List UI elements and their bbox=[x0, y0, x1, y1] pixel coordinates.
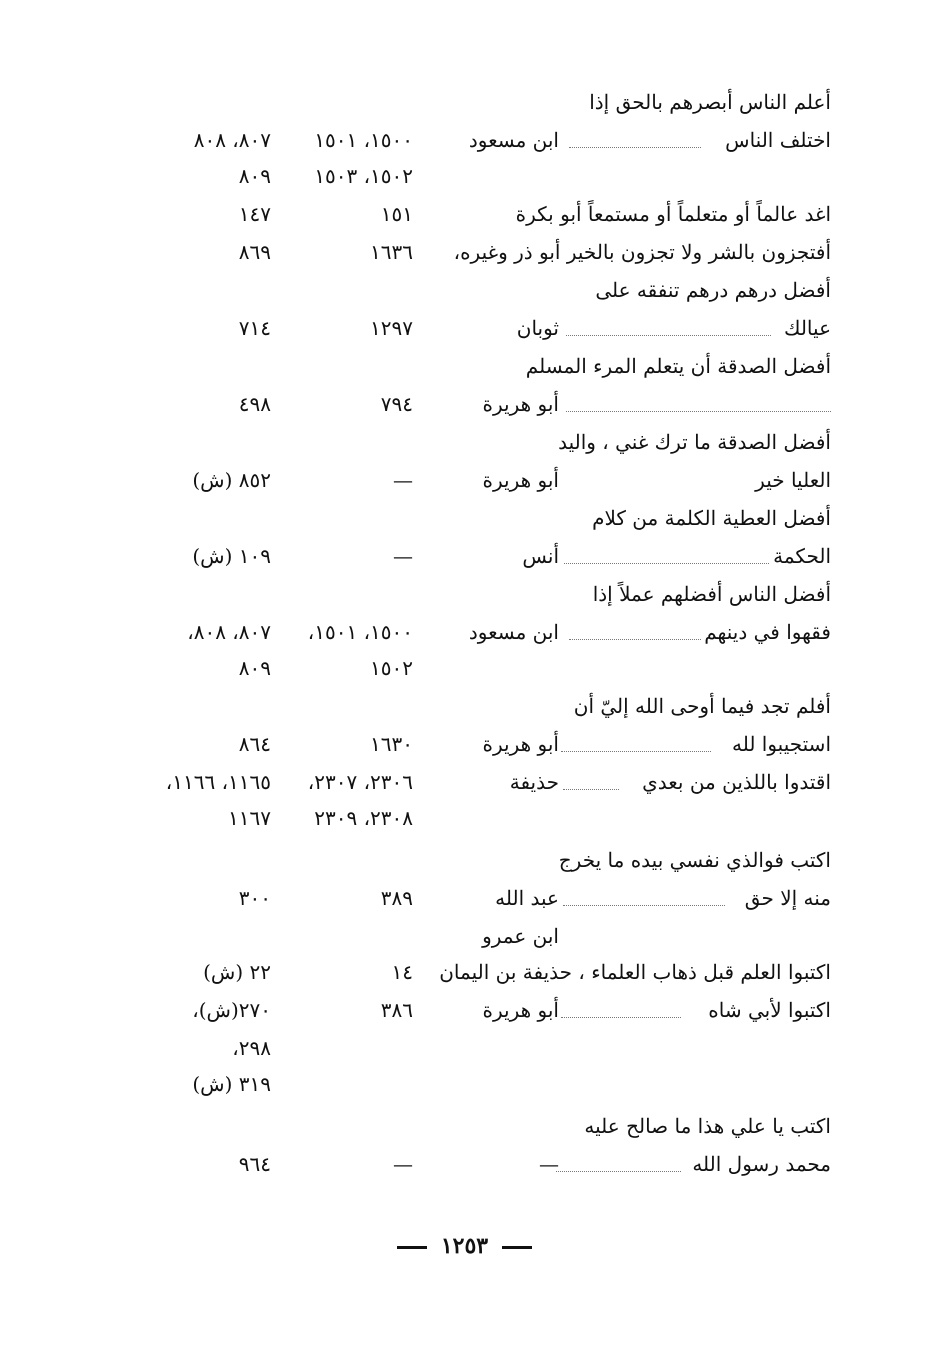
entry-line bbox=[95, 801, 831, 835]
page-reference: ٩٦٤ bbox=[238, 1152, 271, 1176]
entry-heading bbox=[95, 1109, 831, 1143]
hadith-text: منه إلا حق bbox=[744, 886, 831, 910]
entry-line bbox=[95, 311, 831, 345]
narrator: ثوبان bbox=[516, 316, 559, 340]
page-reference: ٨٦٩ bbox=[238, 240, 271, 264]
entry-line bbox=[95, 539, 831, 573]
hadith-number: — bbox=[393, 544, 413, 568]
entry-line bbox=[95, 955, 831, 989]
page-reference: ٧١٤ bbox=[238, 316, 271, 340]
hadith-text: عيالك bbox=[783, 316, 831, 340]
hadith-text: أعلم الناس أبصرهم بالحق إذا bbox=[589, 90, 831, 114]
page-reference: ١١٦٧ bbox=[228, 806, 271, 830]
page-reference: ٨٠٧، ٨٠٨ bbox=[193, 128, 271, 152]
dotted-leader bbox=[564, 563, 769, 564]
entry-line bbox=[95, 463, 831, 497]
hadith-number: ١٥٠٠، ١٥٠١ bbox=[314, 128, 413, 152]
entry-line bbox=[95, 881, 831, 915]
entry-line bbox=[95, 919, 831, 953]
entry-heading bbox=[95, 577, 831, 611]
entry-heading bbox=[95, 425, 831, 459]
entry-heading bbox=[95, 349, 831, 383]
hadith-text: أفضل الناس أفضلهم عملاً إذا bbox=[592, 582, 831, 606]
hadith-text: أفضل الصدقة أن يتعلم المرء المسلم bbox=[525, 354, 831, 378]
page-reference: ٨٠٧، ٨٠٨، bbox=[187, 620, 271, 644]
dash-decoration bbox=[502, 1246, 532, 1249]
entry-line bbox=[95, 235, 831, 269]
narrator: أبو هريرة bbox=[482, 732, 559, 756]
page-number bbox=[0, 1233, 929, 1259]
narrator: أنس bbox=[522, 544, 559, 568]
dotted-leader bbox=[569, 639, 701, 640]
dotted-leader bbox=[566, 335, 771, 336]
hadith-number: ١٥١ bbox=[380, 202, 413, 226]
entry-line bbox=[95, 727, 831, 761]
hadith-text: اقتدوا باللذين من بعدي bbox=[642, 770, 831, 794]
hadith-text: اختلف الناس bbox=[725, 128, 831, 152]
entry-line bbox=[95, 197, 831, 231]
entry-line bbox=[95, 993, 831, 1027]
hadith-text: أفضل درهم درهم تنفقه على bbox=[595, 278, 831, 302]
dotted-leader bbox=[566, 411, 831, 412]
hadith-number: ١٥٠٢ bbox=[370, 656, 413, 680]
page-reference: ٨٥٢ (ش) bbox=[192, 468, 271, 492]
hadith-number: ٣٨٩ bbox=[380, 886, 413, 910]
hadith-text: اغد عالماً أو متعلماً أو مستمعاً أبو بكرة bbox=[515, 202, 831, 226]
page-reference: ٣٠٠ bbox=[238, 886, 271, 910]
entry-heading bbox=[95, 689, 831, 723]
narrator: حذيفة bbox=[509, 770, 559, 794]
page-reference: ١٤٧ bbox=[238, 202, 271, 226]
hadith-number: ١٥٠٢، ١٥٠٣ bbox=[314, 164, 413, 188]
entry-line bbox=[95, 1031, 831, 1065]
hadith-text: أفضل العطية الكلمة من كلام bbox=[592, 506, 831, 530]
hadith-text: الحكمة bbox=[773, 544, 831, 568]
page-reference: ٢٩٨، bbox=[232, 1036, 271, 1060]
hadith-text: اكتب يا علي هذا ما صالح عليه bbox=[584, 1114, 831, 1138]
entry-heading bbox=[95, 843, 831, 877]
page-reference: ٨٦٤ bbox=[238, 732, 271, 756]
page-reference: ٤٩٨ bbox=[238, 392, 271, 416]
hadith-number: ١٤ bbox=[391, 960, 413, 984]
page-reference: ٨٠٩ bbox=[238, 656, 271, 680]
page-reference: ١١٦٥، ١١٦٦، bbox=[165, 770, 271, 794]
dotted-leader bbox=[563, 789, 619, 790]
entry-line bbox=[95, 765, 831, 799]
narrator: — bbox=[539, 1152, 559, 1176]
entry-line bbox=[95, 387, 831, 421]
entry-heading bbox=[95, 85, 831, 119]
hadith-text: أفلم تجد فيما أوحى الله إليّ أن bbox=[573, 694, 831, 718]
hadith-number: ١٦٣٦ bbox=[370, 240, 413, 264]
hadith-number: ٣٨٦ bbox=[380, 998, 413, 1022]
page-reference: ٢٢ (ش) bbox=[203, 960, 271, 984]
entry-line bbox=[95, 123, 831, 157]
entry-heading bbox=[95, 501, 831, 535]
hadith-text: فقهوا في دينهم bbox=[704, 620, 831, 644]
hadith-text: أفتجزون بالشر ولا تجزون بالخير أبو ذر وغيره، bbox=[453, 240, 831, 264]
dotted-leader bbox=[561, 751, 711, 752]
hadith-text: اكتبوا العلم قبل ذهاب العلماء ، حذيفة بن اليمان bbox=[439, 960, 831, 984]
hadith-text: اكتب فوالذي نفسي بيده ما يخرج bbox=[558, 848, 831, 872]
entry-heading bbox=[95, 273, 831, 307]
dotted-leader bbox=[556, 1171, 681, 1172]
hadith-text: استجيبوا لله bbox=[731, 732, 831, 756]
page-reference: ٨٠٩ bbox=[238, 164, 271, 188]
hadith-number: ٢٣٠٨، ٢٣٠٩ bbox=[314, 806, 413, 830]
page-number-text: ١٢٥٣ bbox=[440, 1233, 489, 1259]
hadith-number: ١٦٣٠ bbox=[370, 732, 413, 756]
narrator: أبو هريرة bbox=[482, 998, 559, 1022]
hadith-number: ١٥٠٠، ١٥٠١، bbox=[307, 620, 413, 644]
entry-line bbox=[95, 651, 831, 685]
entry-line bbox=[95, 615, 831, 649]
hadith-text: اكتبوا لأبي شاه bbox=[708, 998, 831, 1022]
narrator: ابن مسعود bbox=[468, 128, 559, 152]
narrator: أبو هريرة bbox=[482, 392, 559, 416]
page-reference: ١٠٩ (ش) bbox=[192, 544, 271, 568]
page-reference: ٣١٩ (ش) bbox=[192, 1072, 271, 1096]
dotted-leader bbox=[563, 905, 725, 906]
hadith-text: محمد رسول الله bbox=[692, 1152, 831, 1176]
narrator: أبو هريرة bbox=[482, 468, 559, 492]
hadith-number: — bbox=[393, 1152, 413, 1176]
entry-line bbox=[95, 159, 831, 193]
dotted-leader bbox=[569, 147, 701, 148]
hadith-text: أفضل الصدقة ما ترك غني ، واليد bbox=[558, 430, 831, 454]
dash-decoration bbox=[397, 1246, 427, 1249]
dotted-leader bbox=[561, 1017, 681, 1018]
hadith-number: — bbox=[393, 468, 413, 492]
entry-line bbox=[95, 1147, 831, 1181]
hadith-number: ١٢٩٧ bbox=[370, 316, 413, 340]
narrator: ابن مسعود bbox=[468, 620, 559, 644]
entry-line bbox=[95, 1067, 831, 1101]
hadith-number: ٢٣٠٦، ٢٣٠٧، bbox=[307, 770, 413, 794]
hadith-text: العليا خير bbox=[755, 468, 831, 492]
narrator: عبد الله bbox=[495, 886, 559, 910]
page-reference: ٢٧٠(ش)، bbox=[192, 998, 271, 1022]
narrator: ابن عمرو bbox=[482, 924, 559, 948]
hadith-number: ٧٩٤ bbox=[380, 392, 413, 416]
